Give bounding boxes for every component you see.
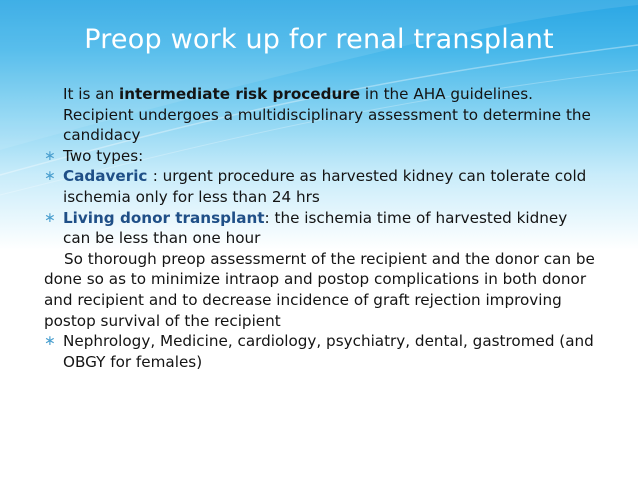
intro-emphasis: intermediate risk procedure <box>118 85 361 103</box>
summary-paragraph: So thorough preop assessmernt of the recipient and the donor can be done so as to minimize intraop and postop complications in both donor and recipient and to decrease incidence of graft rejection improving postop survival of the recipient <box>44 249 595 330</box>
bullet-two-types: ∗ Two types: <box>44 146 144 165</box>
bullet-specialties: ∗ Nephrology, Medicine, cardiology, psychiatry, dental, gastromed (and OBGY for females) <box>44 332 594 371</box>
slide-body <box>0 84 638 372</box>
bullet-icon: ∗ <box>44 168 56 185</box>
bullet-icon: ∗ <box>44 209 56 226</box>
cadaveric-label: Cadaveric <box>63 167 153 186</box>
slide-title: Preop work up for renal transplant <box>84 24 554 55</box>
bullet-living-donor: ∗ Living donor transplant: the ischemia time of harvested kidney can be less than one hour <box>44 208 568 248</box>
intro-paragraph: It is an intermediate risk procedure in the AHA guidelines. Recipient undergoes a multidisciplinary assessment to determine the candidacy <box>63 85 591 145</box>
living-donor-label: Living donor transplant <box>63 208 265 227</box>
bullet-icon: ∗ <box>44 147 56 164</box>
bullet-icon: ∗ <box>44 333 56 350</box>
bullet-cadaveric: ∗ Cadaveric : urgent procedure as harvested kidney can tolerate cold ischemia only for less than 24 hrs <box>44 167 587 206</box>
